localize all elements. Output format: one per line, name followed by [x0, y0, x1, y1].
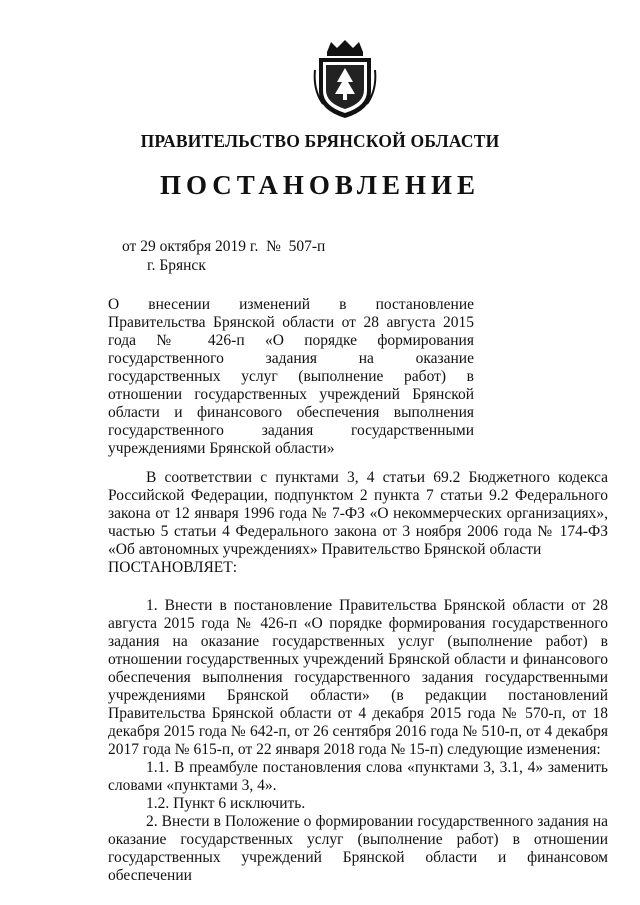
document-subject: О внесении изменений в постановление Правительства Брянской области от 28 августа 2015 года № 426-п «О порядке формирования государственного задания на оказание государственных услуг (выполнение работ) в отношении государственных учреждений Брянской области и финансового обеспечения выполнения государственного задания государственными учреждениями Брянской области»	[108, 296, 474, 457]
item-1-1-paragraph: 1.1. В преамбуле постановления слова «пунктами 3, 3.1, 4» заменить словами «пунктами 3, 4».	[108, 759, 608, 794]
organization-name: ПРАВИТЕЛЬСТВО БРЯНСКОЙ ОБЛАСТИ	[140, 131, 500, 151]
resolves-heading: ПОСТАНОВЛЯЕТ:	[108, 559, 238, 576]
item-1-paragraph: 1. Внести в постановление Правительства Брянской области от 28 августа 2015 года № 426-п «О порядке формирования государственного задания на оказание государственных услуг (выполнение работ) в отношении государственных учреждений Брянской области и финансового обеспечения выполнения государственного задания государственными учреждениями Брянской области» (в редакции постановлений Правительства Брянской области от 4 декабря 2015 года № 570-п, от 18 декабря 2015 года № 642-п, от 26 сентября 2016 года № 510-п, от 4 декабря 2017 года № 615-п, от 22 января 2018 года № 15-п) следующие изменения:	[108, 597, 608, 758]
preamble-paragraph: В соответствии с пунктами 3, 4 статьи 69.2 Бюджетного кодекса Российской Федерации, подпунктом 2 пункта 7 статьи 9.2 Федерального закона от 12 января 1996 года № 7-ФЗ «О некоммерческих организациях», частью 5 статьи 4 Федерального закона от 3 ноября 2006 года № 174-ФЗ «Об автономных учреждениях» Правительство Брянской области	[108, 469, 608, 558]
document-city: г. Брянск	[147, 257, 206, 274]
item-1-2-paragraph: 1.2. Пункт 6 исключить.	[146, 795, 306, 812]
coat-of-arms-icon	[313, 40, 377, 120]
item-2-paragraph: 2. Внести в Положение о формировании государственного задания на оказание государственных услуг (выполнение работ) в отношении государственных учреждений Брянской области и финансовом обеспечении	[108, 813, 608, 884]
document-date-number: от 29 октября 2019 г. № 507-п	[122, 238, 326, 255]
document-type-title: ПОСТАНОВЛЕНИЕ	[159, 170, 481, 200]
document-body	[108, 469, 608, 885]
